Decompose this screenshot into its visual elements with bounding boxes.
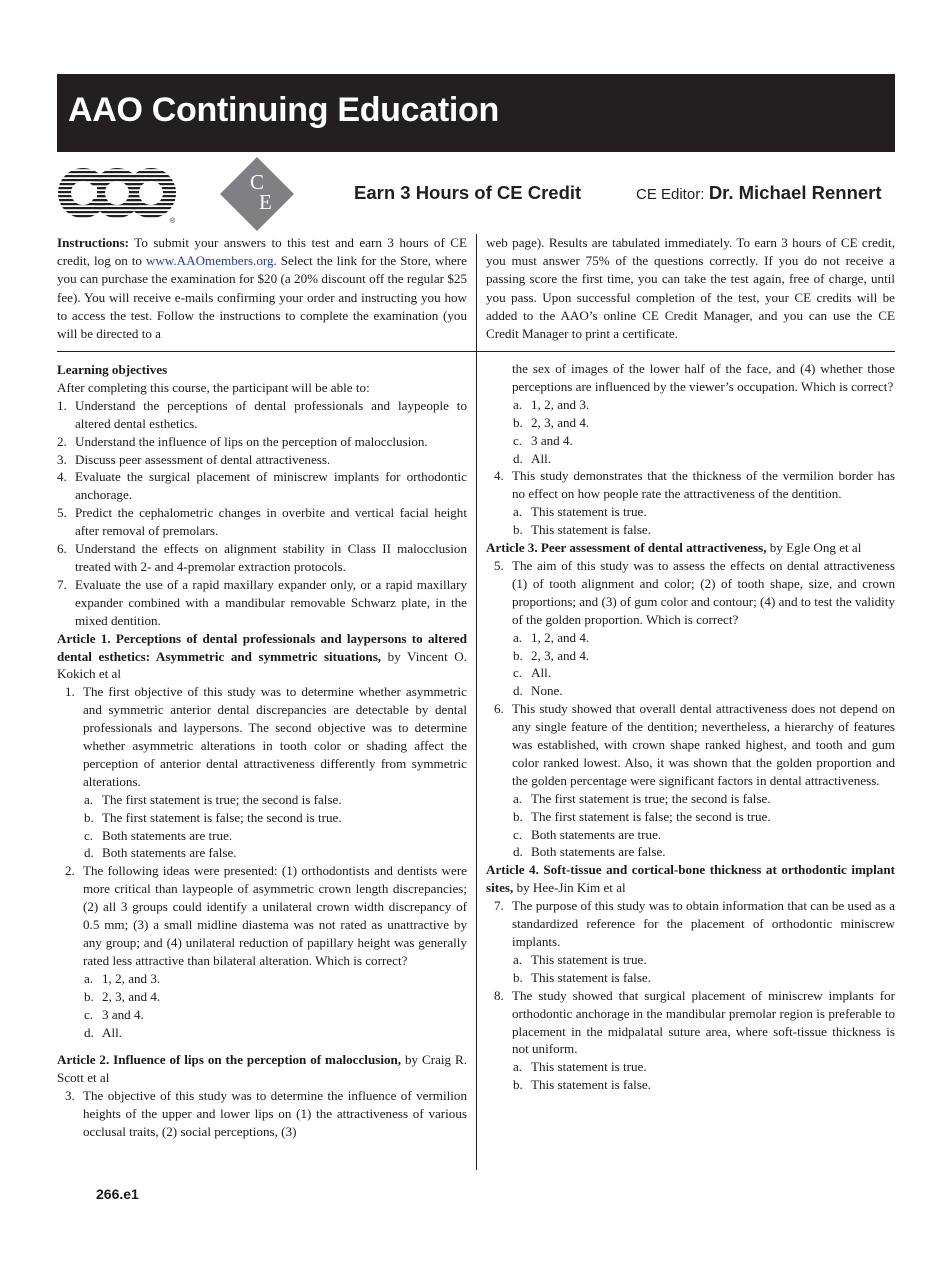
objectives-heading: Learning objectives xyxy=(57,362,168,377)
instructions-text-pre: To submit your answers to this test and earn 3 hours of CE credit, log on to xyxy=(57,235,467,269)
question-option: b. The first statement is false; the second is true. xyxy=(513,808,771,824)
article-4-heading: Article 4. Soft-tissue and cortical-bone thickness at orthodontic implant sites, by Hee-Jin Kim et al xyxy=(486,862,895,896)
question-5: 5. The aim of this study was to assess the effects on dental attractiveness (1) of tooth alignment and color; (2) of tooth shape, size, and crown proportions; and (3) of gum color and contour; (4) and to test the validity of the golden proportion. Which is correct? xyxy=(494,557,895,627)
instructions-label: Instructions: xyxy=(57,235,130,250)
ce-letter-e: E xyxy=(259,190,272,214)
editor-label: CE Editor: xyxy=(636,186,705,203)
question-option: d. None. xyxy=(513,683,563,699)
question-option: a. This statement is true. xyxy=(513,504,647,520)
question-option: d. Both statements are false. xyxy=(84,845,237,861)
question-option: a. This statement is true. xyxy=(513,1059,647,1075)
question-option: c. Both statements are true. xyxy=(84,827,233,843)
right-column xyxy=(486,360,895,1094)
question-option: c. Both statements are true. xyxy=(513,826,662,842)
question-2: 2. The following ideas were presented: (1) orthodontists and dentists were more critical than laypeople of asymmetric crown length discrepancies; (2) all 3 groups could identify a unilateral crown width discrepancy of 0.5 mm; (3) a small midline diastema was not rated as unattractive by any group; and (4) unilateral reduction of papillary height was generally rated less attractive than bilateral alteration. Which is correct? xyxy=(65,863,467,968)
question-option: d. All. xyxy=(84,1024,123,1040)
question-option: a. This statement is true. xyxy=(513,951,647,967)
aao-members-link[interactable]: www.AAOmembers.org xyxy=(145,253,274,269)
question-option: b. This statement is false. xyxy=(513,969,651,985)
ce-letter-c: C xyxy=(250,170,265,194)
column-divider-top xyxy=(476,234,477,351)
column-divider xyxy=(476,352,477,1170)
article-3-heading: Article 3. Peer assessment of dental attractiveness, by Egle Ong et al xyxy=(486,540,862,556)
question-option: a. The first statement is true; the second is false. xyxy=(84,791,342,807)
registered-mark: ® xyxy=(170,218,176,225)
question-option: b. 2, 3, and 4. xyxy=(513,414,590,430)
objective-item: 2. Understand the influence of lips on the perception of malocclusion. xyxy=(57,433,428,449)
aao-logo xyxy=(57,163,177,225)
question-option: d. Both statements are false. xyxy=(513,844,666,860)
ce-editor xyxy=(636,182,882,204)
question-1: 1. The first objective of this study was to determine whether asymmetric and symmetric anterior dental discrepancies are detectable by dental professionals and laypersons. The second objective was to determine whether asymmetric alterations in tooth color or shading affect the perception of anterior dental attractiveness differently from symmetric alterations. xyxy=(65,684,467,789)
instructions-left xyxy=(57,234,467,343)
article-2-heading: Article 2. Influence of lips on the perception of malocclusion, by Craig R. Scott et al xyxy=(57,1052,467,1086)
question-option: b. The first statement is false; the second is true. xyxy=(84,809,342,825)
instructions-text-post: . Select the link for the Store, where you can purchase the examination for $20 (a 20% discount off the regular $25 fee). You will receive e-mails confirming your order and instructing you how to access the test. Follow the instructions to complete the examination (you will be directed to a xyxy=(57,253,467,342)
ce-logo xyxy=(220,157,294,231)
objectives-intro: After completing this course, the participant will be able to: xyxy=(57,379,370,395)
question-option: b. This statement is false. xyxy=(513,1077,651,1093)
question-option: c. All. xyxy=(513,665,552,681)
question-option: a. The first statement is true; the second is false. xyxy=(513,790,771,806)
objective-item: 4. Evaluate the surgical placement of miniscrew implants for orthodontic anchorage. xyxy=(57,469,467,503)
question-option: b. This statement is false. xyxy=(513,522,651,538)
earn-credit-heading: Earn 3 Hours of CE Credit xyxy=(354,182,582,203)
question-option: a. 1, 2, and 3. xyxy=(513,396,590,412)
objective-item: 5. Predict the cephalometric changes in overbite and vertical facial height after removal of premolars. xyxy=(57,505,467,539)
objective-item: 6. Understand the effects on alignment stability in Class II malocclusion treated with 2- and 4-premolar extraction protocols. xyxy=(57,541,467,574)
question-option: b. 2, 3, and 4. xyxy=(84,988,161,1004)
banner-title: AAO Continuing Education xyxy=(68,91,499,129)
page-number: 266.e1 xyxy=(96,1186,139,1202)
question-3-continued: the sex of images of the lower half of the face, and (4) whether those perceptions are influenced by the viewer’s occupation. Which is correct? xyxy=(512,361,895,394)
question-option: c. 3 and 4. xyxy=(513,432,573,448)
left-column xyxy=(57,361,467,1141)
objective-item: 1. Understand the perceptions of dental professionals and laypeople to altered dental esthetics. xyxy=(57,397,467,431)
question-option: a. 1, 2, and 3. xyxy=(84,970,161,986)
question-option: c. 3 and 4. xyxy=(84,1006,144,1022)
question-8: 8. The study showed that surgical placement of miniscrew implants for orthodontic anchorage in the mandibular premolar region is preferable to placement in the midpalatal suture area, where soft-tissue thickness is not uniform. xyxy=(494,987,895,1057)
editor-name: Dr. Michael Rennert xyxy=(708,182,882,203)
question-option: d. All. xyxy=(513,450,552,466)
article-1-heading: Article 1. Perceptions of dental professionals and laypersons to altered dental esthetics: Asymmetric and symmetric situations, by Vincent O. Kokich et al xyxy=(57,630,467,682)
question-3: 3. The objective of this study was to determine the influence of vermilion heights of the upper and lower lips on (1) the attractiveness of various occlusal traits, (2) social perceptions, (3) xyxy=(65,1088,467,1140)
question-option: a. 1, 2, and 4. xyxy=(513,629,590,645)
question-option: b. 2, 3, and 4. xyxy=(513,647,590,663)
header-banner xyxy=(57,74,895,152)
objective-item: 7. Evaluate the use of a rapid maxillary expander only, or a rapid maxillary expander combined with a mandibular removable Schwarz plate, in the mixed dentition. xyxy=(57,576,467,628)
question-4: 4. This study demonstrates that the thickness of the vermilion border has no effect on how people rate the attractiveness of the dentition. xyxy=(494,468,895,502)
objective-item: 3. Discuss peer assessment of dental attractiveness. xyxy=(57,451,331,467)
question-7: 7. The purpose of this study was to obtain information that can be used as a standardized reference for the placement of orthodontic miniscrew implants. xyxy=(494,898,895,949)
question-6: 6. This study showed that overall dental attractiveness does not depend on any single feature of the dentition; nevertheless, a hierarchy of features was established, with crown shape ranked highest, and tooth and gum color ranked lowest. Also, it was shown that the golden proportion and the golden percentage were significant factors in dental attractiveness. xyxy=(494,701,895,788)
instructions-right: web page). Results are tabulated immediately. To earn 3 hours of CE credit, you must answer 75% of the questions correctly. If you do not receive a passing score the first time, you can take the test again, free of charge, until you pass. Upon successful completion of the test, your CE credits will be added to the AAO’s online CE Credit Manager, and you can use the CE Credit Manager to print a certificate. xyxy=(486,235,895,342)
